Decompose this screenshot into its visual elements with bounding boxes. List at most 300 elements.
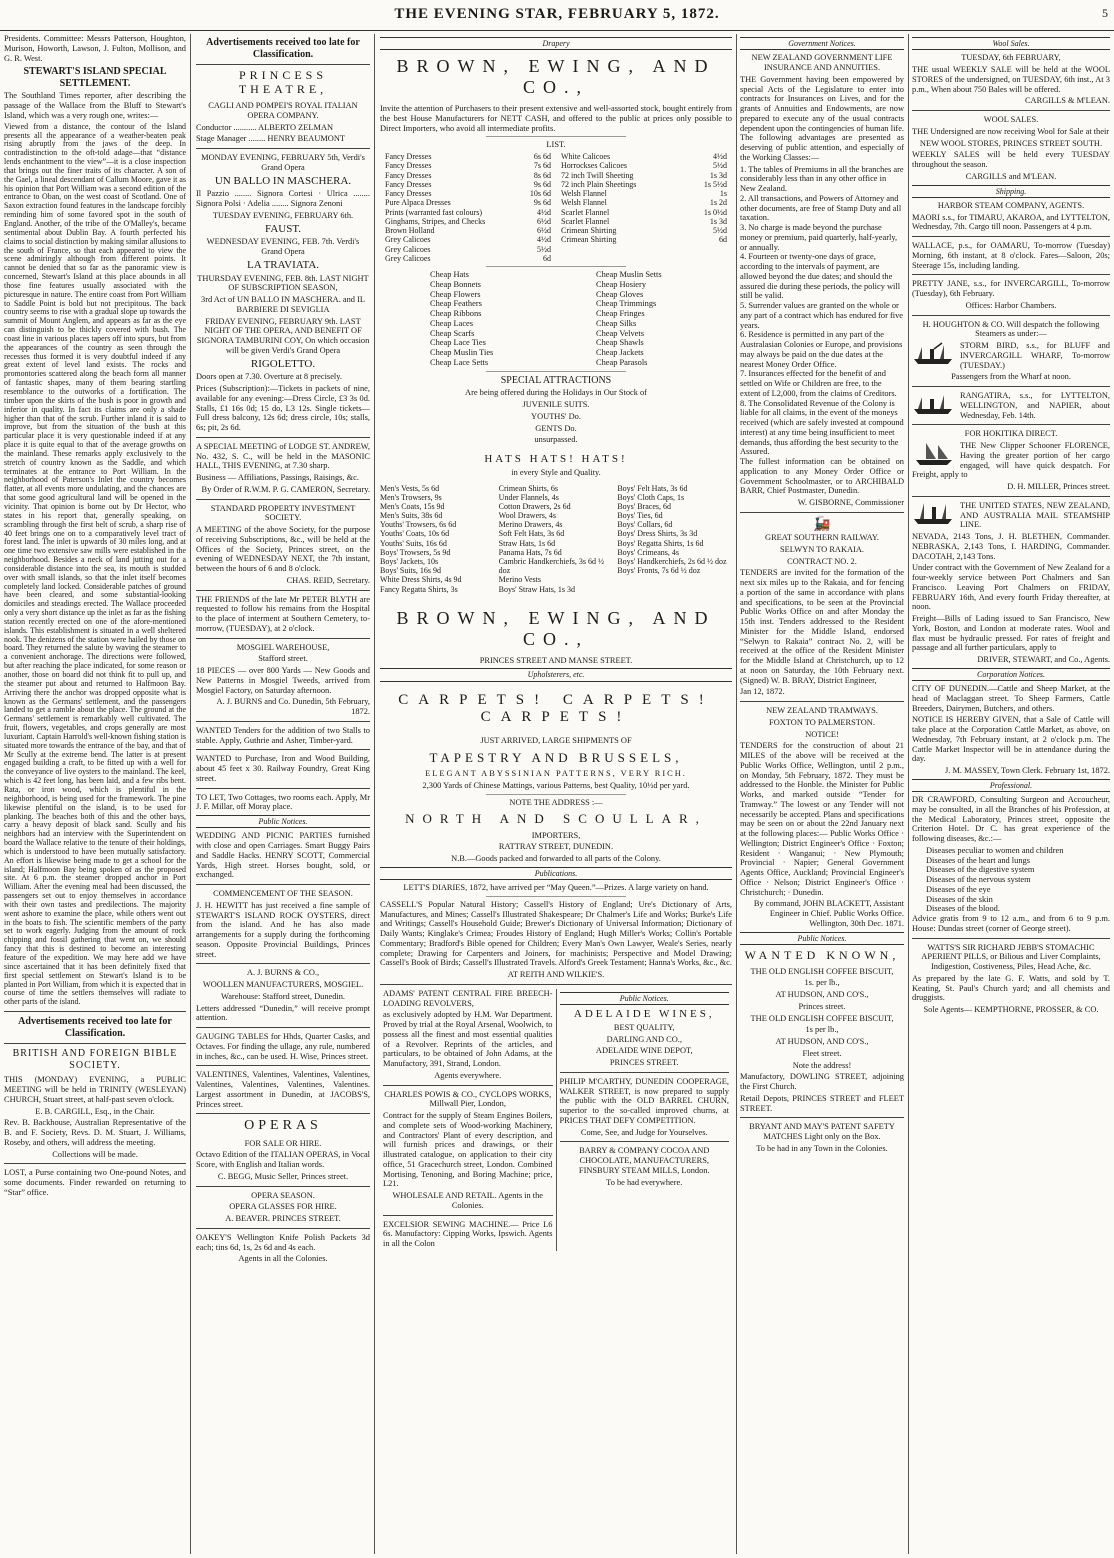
steamship-icon — [912, 391, 956, 417]
mosgiel-tweeds: 18 PIECES — over 800 Yards — New Goods and New Patterns in Mosgiel Tweeds, arrived from Mosgiel Factory, on Saturday afternoon. — [196, 666, 370, 695]
divider — [196, 437, 370, 438]
insurance-point: 3. No charge is made beyond the purchase money or premium, paid quarterly, half-yearly, or annually. — [740, 223, 898, 252]
powis-wholesale: WHOLESALE AND RETAIL. Agents in the Colonies. — [392, 1191, 544, 1210]
lower-split — [380, 989, 732, 1251]
standard-society-signature: CHAS. REID, Secretary. — [286, 575, 370, 585]
tramways-title: NEW ZEALAND TRAMWAYS. — [766, 706, 878, 715]
letts-diaries: LETT'S DIARIES, 1872, have arrived per “May Queen.”—Prizes. A large variety on hand. — [403, 883, 709, 893]
price-value: 4½d — [713, 152, 727, 162]
price-row — [559, 152, 729, 161]
operas-title: OPERAS — [244, 1118, 322, 1134]
price-row — [383, 235, 553, 244]
list-item: Cotton Drawers, 2s 6d — [498, 501, 571, 511]
north-scoullar: NORTH AND SCOULLAR, — [405, 811, 707, 827]
price-value: 9s 6d — [533, 198, 551, 208]
divider — [196, 788, 370, 789]
price-value: 6d — [543, 253, 551, 263]
price-value: 1s 3d — [709, 170, 727, 180]
price-value: 9s 6d — [533, 179, 551, 189]
divider — [740, 701, 904, 702]
cheap-goods — [380, 270, 732, 368]
divider — [486, 371, 627, 372]
divider — [383, 1215, 553, 1216]
special-attractions-text: Are being offered during the Holidays in Our Stock of — [465, 388, 647, 398]
gsr-title: GREAT SOUTHERN RAILWAY. — [765, 533, 879, 542]
nz-life-fullest: The fullest information can be obtained on application to any Money Order Office or Government Schoolmaster, or to ARCHIBALD BARR, Chief Postmaster, Dunedin. — [740, 457, 904, 496]
lodge-business: Business — Affiliations, Passings, Raisings, &c. — [196, 473, 359, 482]
standard-society-title: STANDARD PROPERTY INVESTMENT SOCIETY. — [210, 503, 356, 523]
lodge-meeting: A SPECIAL MEETING of LODGE ST. ANDREW, No. 432, S. C., will be held in the MASONIC HALL, THIS EVENING, at 7.30 sharp. — [196, 441, 370, 471]
list-item: Fancy Regatta Shirts, 3s — [380, 584, 458, 594]
valentines-advert: VALENTINES, Valentines, Valentines, Valentines, Valentines, Valentines, Valentines, Valentines. Largest assortment in Dunedin, at JACOBS'S, Princes street. — [196, 1070, 370, 1109]
price-row — [559, 189, 729, 198]
price-item: Pure Alpaca Dresses — [385, 198, 451, 208]
rangatira-sailing: RANGATIRA, s.s., for LYTTELTON, WELLINGTON, and NAPIER, about Wednesday, Feb. 14th. — [960, 391, 1110, 420]
section-header: Upholsterers, etc. — [380, 668, 732, 681]
wanted-known: WANTED KNOWN, — [744, 947, 900, 962]
list-item: Cheap Flowers — [430, 289, 481, 299]
price-value: 4½d — [537, 235, 551, 245]
mail-steamers: NEVADA, 2143 Tons, J. H. BLETHEN, Commander. NEBRASKA, 2,143 Tons, I. HARDING, Commander. DACOTAH, 2,143 Tons. — [912, 532, 1110, 561]
list-item: Diseases of the digestive system — [926, 865, 1035, 875]
section-header: Public Notices. — [740, 932, 904, 945]
list-item: Diseases of the nervous system — [926, 875, 1031, 885]
column-rule — [190, 34, 191, 1554]
abyssinian-patterns: ELEGANT ABYSSINIAN PATTERNS, VERY RICH. — [425, 769, 687, 779]
cargills-signature: CARGILLS & M'LEAN. — [1024, 96, 1110, 106]
divider — [196, 1228, 370, 1229]
unsurpassed: unsurpassed. — [534, 435, 578, 445]
nz-life-intro: THE Government having been empowered by special Acts of the Legislature to enter into contracts for Insurances on Lives, and for the grants of Annuities and Endowments, are now prepared to execute any of the usual contracts dependent upon the contingencies of human life. The following advantages are presented as deserving of public attention, and especially of the Working Classes:— — [740, 74, 904, 162]
lower-left — [380, 989, 557, 1251]
blackett-command: By command, JOHN BLACKETT, Assistant Engineer in Chief. Public Works Office. Wellington, 30th Dec. 1871. — [753, 899, 904, 928]
bible-speakers: Rev. B. Backhouse, Australian Representative of the B. and F. Society, Revs. D. M. Stuart, J. Williams, Roseby, and others, will address the meeting. — [4, 1118, 186, 1147]
list-item: Merino Drawers, 4s — [498, 520, 563, 530]
blyth-funeral-notice: THE FRIENDS of the late Mr PETER BLYTH are requested to follow his remains from the Hospital to the place of interment at Southern Cemetery, to-morrow, (TUESDAY), at 2 o'clock. — [196, 594, 370, 633]
adelaide-depot: ADELAIDE WINE DEPOT, — [595, 1046, 693, 1056]
rangatira-advert — [912, 391, 1110, 420]
mosgiel-warehouse-street: Stafford street. — [258, 654, 308, 664]
lower-right — [557, 989, 733, 1251]
list-item: Diseases peculiar to women and children — [926, 845, 1064, 855]
list-item: Cheap Hosiery — [596, 279, 647, 289]
crawford-notice: DR CRAWFORD, Consulting Surgeon and Accoucheur, may be consulted, in all the Branches of his Profession, at the Medical Laboratory, Princes street, opposite the Criterion Hotel. Dr C. has great experience of the following diseases, &c.:— — [912, 795, 1110, 844]
list-item: Boys' Jackets, 10s — [380, 557, 439, 567]
list-item: Boys' Braces, 6d — [617, 501, 671, 511]
divider — [380, 984, 732, 985]
best-quality: BEST QUALITY, — [613, 1022, 675, 1032]
divider — [912, 386, 1110, 387]
list-item: Cheap Muslin Ties — [430, 348, 494, 358]
importers: IMPORTERS, — [531, 830, 581, 840]
railway-date: Jan 12, 1872. — [740, 687, 785, 697]
wallace-sailing: WALLACE, p.s., for OAMARU, To-morrow (Tuesday) Morning, 6th instant, at 8 o'clock. Fares—Saloon, 20s; Steerage 15s, including landing. — [912, 241, 1110, 270]
late-adverts-title: Advertisements received too late for Classification. — [206, 37, 360, 60]
woollen-warehouse: Warehouse: Stafford street, Dunedin. — [220, 991, 346, 1001]
stewart-intro: The Southland Times reporter, after describing the passage of the Wallace from the Bluff to Stewart's Island, which was a very rough one, writes:— — [4, 91, 186, 120]
column-3 — [380, 34, 732, 1554]
list-item: Cheap Feathers — [430, 299, 482, 309]
hats-heading: HATS HATS! HATS! — [484, 453, 628, 466]
price-item: 72 inch Twill Sheeting — [561, 170, 634, 180]
theatre-title: PRINCESS THEATRE, — [238, 68, 328, 97]
section-header: Wool Sales. — [912, 37, 1110, 50]
price-item: Grey Calicoes — [385, 253, 431, 263]
divider — [196, 749, 370, 750]
price-value: 7s 6d — [533, 161, 551, 171]
brown-ewing-title-2: BROWN, EWING, AND CO., — [396, 607, 716, 649]
section-header: Public Notices. — [196, 815, 370, 828]
price-row — [383, 208, 553, 217]
operas-signature: C. BEGG, Music Seller, Princes street. — [217, 1171, 349, 1181]
list-item: Boys' Straw Hats, 1s 3d — [498, 584, 576, 594]
list-item: Boys' Dress Shirts, 3s 3d — [617, 529, 698, 539]
list-item: Boys' Felt Hats, 3s 6d — [617, 483, 688, 493]
list-item: Wool Drawers, 4s — [498, 511, 557, 521]
divider — [740, 1117, 904, 1118]
tram-tenders: TENDERS for the construction of about 21 MILES of the above will be received at the Public Works Office, Wellington, until 2 p.m., on Monday, 5th February, 1872. They must be addressed to the Honble. the Minister for Public Works, and marked outside “Tender for Tramway.” The lowest or any Tender will not necessarily be accepted. Plans and specifications may be seen on or about the 22nd January next at the following places:— Public Works Office · Wellington; District Engineer's Office · Foxton; Resident · Wanganui; · New Plymouth; Provincial · Napier; General Government Agents Office, Auckland; Provincial Engineer's Office · Nelson; District Engineer's Office · Christchurch; · Dunedin. — [740, 741, 904, 897]
brown-ewing-address: PRINCES STREET AND MANSE STREET. — [479, 655, 633, 665]
insurance-point: 6. Residence is permitted in any part of the Australasian Colonies or Europe, and provisions may always be paid on the due dates at the nearest Money Order Office. — [740, 330, 903, 369]
divider — [196, 499, 370, 500]
cassell-books: CASSELL'S Popular Natural History; Cassell's History of England; Ure's Dictionary of Arts, Manufactures, and Mines; Cassell's Illustrated Shakespeare; Dr Chalmer's Life and Works; Burke's Life and Writings; Cassell's Household Guide; Brewer's Dictionary of Universal Information; Dictionary of Daily Wants; Kinglake's Crimea; Froudes History of England; Hugh Miller's Works; Collin's Portable Commentary; Bradford's Bible opened for Children; Every Man's Own Lawyer, Weale's Series, nearly complete; Drawing for Carpenters and Joiners, for machinists; Perspective and Model Drawing; Cassell's Book of Birds; Cassell's Illustrated Travels. Alford's Greek Testament; Hanna's Works, &c., &c. — [380, 899, 732, 968]
harbor-steam: HARBOR STEAM COMPANY, AGENTS. — [937, 200, 1085, 210]
price-value: 1s — [719, 189, 727, 199]
price-value: 1s 5½d — [703, 179, 727, 189]
price-item: Ginghams, Stripes, and Checks — [385, 216, 486, 226]
foxton-palmerston: FOXTON TO PALMERSTON. — [769, 717, 875, 727]
insurance-point: 5. Surrender values are granted on the whole or any part of a contract which has endured for five years. — [740, 301, 904, 330]
price-item: Welsh Flannel — [561, 189, 607, 199]
column-rule — [736, 34, 737, 1554]
list-item: Cheap Lace Ties — [430, 338, 486, 348]
list-item: Boys' Cloth Caps, 1s — [617, 492, 685, 502]
gauging-tables: GAUGING TABLES for Hhds, Quarter Casks, and Octaves. For finding the ullage, any rule, numbered in inches, &c., can be used. H. Wise, Princes street. — [196, 1032, 370, 1061]
price-value: 6s 6d — [533, 152, 551, 162]
weekly-sale: THE usual WEEKLY SALE will be held at the WOOL STORES of the undersigned, on TUESDAY, 6th inst., At 3 p.m., When about 750 Bales will be offered. — [912, 65, 1110, 94]
opera-glasses: OPERA GLASSES FOR HIRE. — [229, 1202, 337, 1212]
sailing-ship-icon — [912, 441, 956, 467]
column-4 — [740, 34, 904, 1554]
divider — [486, 136, 627, 137]
list-item: Youths' Suits, 16s 6d — [380, 538, 447, 548]
thursday-programme: THURSDAY EVENING, FEB. 8th. LAST NIGHT OF SUBSCRIPTION SEASON, — [197, 273, 369, 293]
retail-depots: Retail Depots, PRINCES STREET and FLEET STREET. — [740, 1093, 904, 1113]
price-row — [383, 226, 553, 235]
list-item: White Dress Shirts, 4s 9d — [380, 575, 462, 585]
price-value: 8s 6d — [533, 170, 551, 180]
price-item: Fancy Dresses — [385, 179, 432, 189]
wool-tuesday: TUESDAY, 6th FEBRUARY, — [961, 53, 1061, 63]
lost-purse-notice: LOST, a Purse containing two One-pound Notes, and some documents. Finder rewarded on returning to “Star” office. — [4, 1168, 186, 1197]
juvenile-suits: JUVENILE SUITS. — [522, 400, 590, 410]
storm-bird-advert — [912, 341, 1110, 370]
powis-title: CHARLES POWIS & CO., CYCLOPS WORKS, Millwall Pier, London, — [384, 1089, 552, 1109]
list-item: Men's Trowsers, 9s — [380, 492, 442, 502]
price-item: Brown Holland — [385, 226, 435, 236]
price-list — [380, 152, 732, 263]
season-title: COMMENCEMENT OF THE SEASON. — [213, 889, 353, 899]
tuesday-programme: TUESDAY EVENING, FEBRUARY 6th. — [212, 210, 354, 220]
bible-collections: Collections will be made. — [52, 1149, 138, 1159]
mail-steamship-icon — [912, 501, 956, 527]
list-item: Cheap Hats — [430, 270, 469, 280]
cattle-sale-notice: NOTICE IS HEREBY GIVEN, that a Sale of Cattle will take place at the Corporation Cattle Market, as above, on Wednesday, 7th February instant, at 2 o'clock p.m. The Cattle Market Inspector will be in attendance during the day. — [912, 715, 1110, 764]
price-value: 10s 6d — [529, 189, 551, 199]
list-item: Cheap Silks — [596, 318, 637, 328]
undersigned-receiving: THE Undersigned are now receiving Wool for Sale at their — [912, 126, 1110, 136]
carpets-heading: CARPETS! CARPETS! CARPETS! — [398, 691, 714, 725]
hudson-co: AT HUDSON, AND CO'S., — [775, 990, 869, 1000]
powis-text: Contract for the supply of Steam Engines Boilers, and complete sets of Wood-working Machinery, and Contractors' Plant of every description, and will furnish prices and drawings, or their illustrated catalogue, on application to their city office, 51 Gracechurch street, London. Combined Mortising, Tenoning, and Boring Machine; price, L21. — [383, 1111, 553, 1189]
contract-no: CONTRACT NO. 2. — [787, 556, 857, 566]
list-item: Boys' Ties, 6d — [617, 511, 663, 521]
divider — [912, 496, 1110, 497]
price-row — [559, 235, 729, 244]
price-item: Prints (warranted fast colours) — [385, 207, 483, 217]
florence-advert — [912, 441, 1110, 480]
clothing-list — [380, 484, 732, 594]
clothing-list-c — [617, 484, 732, 594]
just-arrived: JUST ARRIVED, LARGE SHIPMENTS OF — [480, 736, 632, 746]
price-item: Horrockses Calicoes — [561, 161, 627, 171]
faust-title: FAUST. — [265, 222, 301, 235]
masthead-title: THE EVENING STAR, FEBRUARY 5, 1872. — [394, 6, 720, 22]
ballo-title: UN BALLO IN MASCHERA. — [214, 174, 352, 187]
column-1 — [4, 34, 186, 1554]
list-item: Diseases of the skin — [926, 894, 993, 904]
goods-forwarded: N.B.—Goods packed and forwarded to all parts of the Colony. — [451, 854, 661, 863]
massey-signature: J. M. MASSEY, Town Clerk. February 1st, 1872. — [945, 766, 1110, 776]
come-see-judge: Come, See, and Judge for Yourselves. — [580, 1127, 708, 1137]
price-row — [383, 245, 553, 254]
divider — [196, 884, 370, 885]
advice-hours: Advice gratis from 9 to 12 a.m., and from 6 to 9 p.m. House: Dundas street (corner of George street). — [912, 914, 1110, 933]
price-value: 5½d — [713, 161, 727, 171]
list-item: Boys' Fronts, 7s 6d ½ doz — [617, 566, 701, 576]
wool-sales-title: WOOL SALES. — [983, 115, 1039, 125]
mail-freight: Freight—Bills of Lading issued to San Francisco, New York, Boston, and London at moderate rates. Wool and flax must be hydraulic pressed. For rates of freight and passage and all further particulars, apply to — [912, 614, 1110, 653]
list-item: Boys' Trowsers, 5s 9d — [380, 547, 451, 557]
price-list-left — [383, 152, 553, 263]
list-item: Cheap Laces — [430, 318, 474, 328]
price-per-lb: 1s. per lb., — [804, 978, 840, 988]
cargills-signature-2: CARGILLS and M'LEAN. — [965, 171, 1057, 181]
divider — [912, 315, 1110, 316]
column-rule — [374, 34, 375, 1554]
maori-sailing: MAORI s.s., for TIMARU, AKAROA, and LYTTELTON, Wednesday, 7th. Cargo till noon. Passengers at 4 p.m. — [912, 212, 1110, 232]
list-item: Under Flannels, 4s — [498, 492, 559, 502]
price-value: 1s 2d — [709, 198, 727, 208]
opera-season: OPERA SEASON. — [251, 1190, 315, 1200]
coffee-biscuit: THE OLD ENGLISH COFFEE BISCUIT, — [750, 966, 894, 976]
theatre-conductor: Conductor ........... ALBERTO ZELMAN — [196, 122, 334, 132]
divider — [486, 896, 627, 897]
divider — [196, 590, 370, 591]
standard-society-text: A MEETING of the above Society, for the purpose of receiving Subscriptions, &c., will be held at the Offices of the Society, Princes street, on the evening of WEDNESDAY NEXT, the 7th instant, between the hours of 6 and 8 o'clock. — [196, 525, 370, 573]
stall-tenders: WANTED Tenders for the addition of two Stalls to stable. Apply, Guthrie and Asher, Timber-yard. — [196, 725, 370, 745]
price-row — [559, 217, 729, 226]
divider — [196, 64, 370, 65]
reith-wilkie: AT REITH AND WILKIE'S. — [507, 970, 605, 980]
insurance-point: 2. All transactions, and Powers of Attorney and other documents, are free of Stamp Duty and all taxation. — [740, 193, 902, 223]
section-header: Shipping. — [912, 185, 1110, 198]
price-list-right — [559, 152, 729, 245]
divider — [740, 512, 904, 513]
adams-revolvers-title: ADAMS' PATENT CENTRAL FIRE BREECH-LOADING REVOLVERS, — [383, 988, 553, 1008]
price-value: 1s 3d — [709, 216, 727, 226]
oakey-agents: Agents in all the Colonies. — [238, 1254, 328, 1264]
list-item: Cheap Velvets — [596, 328, 644, 338]
divider — [486, 266, 627, 267]
mosgiel-signature: A. J. BURNS and Co. Dunedin, 5th February, 1872. — [216, 697, 370, 716]
clothing-list-b — [499, 484, 614, 594]
price-item: Grey Calicoes — [385, 235, 431, 245]
divider — [4, 1011, 186, 1012]
price-item: Scarlet Flannel — [561, 216, 610, 226]
burns-company: A. J. BURNS & CO., — [246, 968, 320, 978]
steamship-icon — [912, 341, 956, 367]
masthead-corner-mark: 5 — [1102, 6, 1108, 20]
mosgiel-warehouse-title: MOSGIEL WAREHOUSE, — [236, 642, 330, 652]
list-item: Men's Coats, 15s 9d — [380, 501, 445, 511]
price-item: Fancy Dresses — [385, 161, 432, 171]
price-row — [383, 217, 553, 226]
price-value: 1s 0½d — [703, 207, 727, 217]
bryant-may-availability: To be had in any Town in the Colonies. — [756, 1143, 888, 1153]
masthead — [0, 0, 1114, 31]
tapestry-brussels: TAPESTRY AND BRUSSELS, — [429, 750, 683, 766]
stewart-article: Viewed from a distance, the contour of the Island presents all the appearance of a weather-beaten peak rising abruptly from the jaws of the deep. In contradistinction to the oft-told adage—that “distance lends enchantment to the view”—it is a close inspection that brings out the finer traits of its character. A son of the Gael, a lineal descendant of Callum Moore, gave it as his opinion that Port William was a second edition of the entrance to Oban, on the west coast of Scotland. One of Saxon extraction found features in the landscape forcibly reminding him of some favored spot in the south of England. Another, of the tribe of the O'Malley's, became sentimental about Dublin Bay. A fourth perfected his claims to social distinction by making similar allusions to the south of France, so that each appeared to view the scene admiringly although from different points. It cannot be denied that so far as the panoramic view is concerned, Stewart's Island at this place abounds in all those fine features usually associated with the picturesque in nature. The entire coast from Port William to Saddle Point is bold but not precipitous. The back country seems to rise with a gradual slope up towards the summit of Mount Anglem, and appears as far as the eye can distinguish to be thickly covered with bush. The coast line in various places tapers off into spurs, but from the appearances of the country as seen through the recesses thus formed it is very doubtful indeed if any great extent of level land exists. The rocks and promontories scattered along the beach form all manner of fantastic shapes, many of them bearing startling resemblance to the outworks of a fortification. The timber upon the skirts of the bush is poor in growth and inferior in quality. In fact its claims are only a shade higher than that of the scrub. Further inland it is said to improve, but from the situation of the bush at this particular place it is very questionable indeed if at any place it is quite equal to that of the average growths on the mainland. These remarks apply exclusively to the stretch of country known as the Saddle, and which terminates at the entrance to Port William. In the neighborhood of Paterson's Inlet the country becomes flatter, at all events more undulating, and the chances are that some good agricultural land will be opened in the vicinity. That opinion is borne out by Dr Hector, who states in his report that, generally speaking, on scrambling through the first belt of scrub, a sharp rise of 40 feet brings one on to a comparatively level tract of forest land. The inlet is upwards of 30 miles long, and at one time two extensive saw mills were established in the neighborhood. Besides a neck of land jutting out for a considerable distance into the sea, its mouth is studded over with small islands, so that the inlet itself becomes completely land locked. Considerable patches of ground have been cleared, and some substantial-looking domiciles and steadings erected. The Wallace proceeded only a very short distance up the inlet as far as the fishing station recently erected on one of the afore-mentioned islands. This establishment is situated in a well sheltered nook. The denizens of the station were hailed by those on board. They returned the salute by waving the steamer to a convenient anchorage. The directions were followed, but after reaching the place indicated, for some reason or another, those on board did not think fit to pull up, and the steamer put about and returned to Halfmoon Bay. Arriving there the anchor was dropped opposite what is known as the Germans' settlement, and the passengers landed to get a ramble about the place. The ground at the Germans' settlement is remarkably well cultivated. The fruit, flowers, vegetables, and crops generally are most luxuriant. Captain Harrold's well-known fishing station is situated more towards the entrance of the bay, and that of Mr Scully at the extreme bend. The latter is at present engaged building a craft, to be fitted up with a well for the conveyance of live oysters to the mainland. The keel, which is 42 feet long, has been laid, and a few ribs bent. Rata, or iron wood, which is plentiful in the neighborhood, is being used for the framework. The pine likewise plentiful on the island, is to be used for planking. The beaches both of this and the other bays, carry a heavy deposit of black sand. Scully and his neighbors had an interview with the Superintendent on board the Wallace relative to the tenure of their holdings, which is understood to have been mutually satisfactory. An effort is likewise being made to get a school for the island; Halfmoon Bay being spoken of as the proposed site. At 6 p.m. the steamer dropped anchor in Port William. After the evening meal had been discussed, the passengers set out to enjoy themselves in accordance with their own tastes and predilections. The majority went ashore to examine the place, while others went out in the boats to fish. The scientific members of the party set to work eagerly. Judging from the amount of rock chipping and fossil gathering that went on, we should fancy that this is destined to become an interesting feature of the expedition. We may here add we have since ascertained that it has been definitely fixed that first special settlement on Stewart's Island is to be planted in Port William, from which it is expected that in course of time the settlers themselves will radiate to other parts of the island. — [4, 121, 186, 1007]
fleet-street: Fleet street. — [802, 1048, 842, 1058]
bryant-may-matches: BRYANT AND MAY'S PATENT SAFETY MATCHES Light only on the Box. — [749, 1122, 895, 1142]
tram-notice: NOTICE! — [805, 729, 839, 739]
price-row — [383, 161, 553, 170]
divider — [196, 1065, 370, 1066]
list-item: Cheap Scarfs — [430, 328, 475, 338]
diseases-list — [912, 846, 1110, 914]
operas-subtitle: FOR SALE OR HIRE. — [244, 1138, 322, 1148]
insurance-points — [740, 165, 904, 458]
price-row — [559, 198, 729, 207]
price-row — [559, 226, 729, 235]
brown-ewing-title: BROWN, EWING, AND CO., — [396, 56, 716, 98]
divider — [4, 1043, 186, 1044]
price-item: Welsh Flannel — [561, 198, 607, 208]
list-item: Diseases of the heart and lungs — [926, 855, 1030, 865]
thursday-operas: 3rd Act of UN BALLO IN MASCHERA. and IL BARBIERE DI SEVIGLIA — [201, 295, 365, 314]
price-row — [559, 180, 729, 189]
stewart-island-title: STEWART'S ISLAND SPECIAL SETTLEMENT. — [23, 66, 167, 89]
price-item: Fancy Dresses — [385, 170, 432, 180]
divider — [912, 938, 1110, 939]
houghton-steamers: H. HOUGHTON & CO. Will despatch the following Steamers as under:— — [922, 319, 1100, 339]
operas-text: Octavo Edition of the ITALIAN OPERAS, in Vocal Score, with English and Italian words. — [196, 1150, 370, 1169]
price-row — [383, 198, 553, 207]
insurance-point: 4. Fourteen or twenty-one days of grace, according to the intervals of payment, are allowed beyond the due dates; and should the assured die during these periods, the policy will still be valid. — [740, 252, 901, 301]
barry-cocoa: BARRY & COMPANY COCOA AND CHOCOLATE, MANUFACTURERS, FINSBURY STEAM MILLS, London. — [578, 1146, 710, 1175]
ticket-prices: Prices (Subscription):—Tickets in packets of nine, available for any evening:—Dress Circle, £3 3s 0d. Stalls, £1 16s 0d; 15 do, L3 12s. Single tickets—Full dress balcony, 12s 6d; dress circle, 10s; stalls, 6s; pit, 2s 6d. — [196, 384, 370, 432]
list-item: Cheap Trimmings — [596, 299, 657, 309]
divider — [912, 110, 1110, 111]
rigoletto-title: RIGOLETTO. — [250, 357, 316, 370]
list-item: Diseases of the eye — [926, 884, 991, 894]
divider — [196, 721, 370, 722]
price-value: 6½d — [537, 226, 551, 236]
price-value: 6d — [719, 235, 727, 245]
princes-street: PRINCES STREET. — [609, 1058, 679, 1068]
price-item: Fancy Dresses — [385, 189, 432, 199]
chinese-matting: 2,300 Yards of Chinese Mattings, various Patterns, best Quality, 10½d per yard. — [422, 780, 690, 790]
divider — [560, 1141, 730, 1142]
price-item: Fancy Dresses — [385, 152, 432, 162]
list-item: Soft Felt Hats, 3s 6d — [498, 529, 565, 539]
oysters-notice: J. H. HEWITT has just received a fine sample of STEWART'S ISLAND ROCK OYSTERS, direct from the island. And he has also made arrangements for a supply during the forthcoming season. Opposite Provincial Buildings, Princes street. — [196, 900, 370, 959]
price-list-title: LIST. — [546, 140, 566, 150]
adams-revolvers-text: as exclusively adopted by H.M. War Department. Proved by trial at the Royal Arsenal, Woolwich, to possess all the finest and most essential qualities of a Revolver. Reprints of the articles, and particulars, to be obtained of John Adams, at the Manufactory, 391, Strand, London. — [383, 1010, 553, 1069]
price-per-lb-2: 1s per lb., — [805, 1025, 839, 1035]
hudson-co-2: AT HUDSON, AND CO'S., — [775, 1037, 869, 1047]
woollen-letters: Letters addressed “Dunedin,” will receive prompt attention. — [196, 1003, 370, 1023]
friday-programme: FRIDAY EVENING, FEBRUARY 9th. LAST NIGHT OF THE OPERA, AND BENEFIT OF SIGNORA TAMBURINI COY, On which occasion will be given Verdi's Grand Opera — [196, 316, 370, 355]
divider — [196, 963, 370, 964]
list-item: Cheap Fringes — [596, 309, 645, 319]
insurance-point: 8. The Consolidated Revenue of the Colony is liable for all claims, in the event of the moneys received (which are safely invested at compound interest) at any time being insufficient to meet demands, thus affording the best security to the Assured. — [740, 398, 904, 457]
list-item: Boys' Handkerchiefs, 2s 6d ½ doz — [617, 557, 727, 567]
list-item: Boys' Suits, 16s 9d — [380, 566, 442, 576]
nz-life-title: NEW ZEALAND GOVERNMENT LIFE INSURANCE AND ANNUITIES. — [751, 53, 893, 73]
insurance-point: 7. Insurances effected for the benefit of and settled on Wife or Children are free, to the extent of L2,000, from the claims of Creditors. — [740, 369, 897, 398]
wedding-carriages: WEDDING AND PICNIC PARTIES furnished with close and open Carriages. Smart Buggy Pairs and Saddle Hacks. HENRY SCOTT, Commercial Yards, High street. Horses bought, sold, or exchanged. — [196, 831, 370, 880]
pretty-jane-sailing: PRETTY JANE, s.s., for INVERCARGILL, To-morrow (Tuesday), 6th February. — [912, 279, 1110, 299]
list-item: Boys' Collars, 6d — [617, 520, 673, 530]
adams-agents: Agents everywhere. — [434, 1070, 502, 1080]
insurance-point: 1. The tables of Premiums in all the branches are considerably less than in any other office in New Zealand. — [740, 164, 904, 194]
price-value: 5½d — [713, 226, 727, 236]
section-header: Professional. — [912, 779, 1110, 792]
oakey-knife-polish: OAKEY'S Wellington Knife Polish Packets 3d each; tins 6d, 1s, 2s 6d and 4s each. — [196, 1232, 370, 1252]
price-row — [383, 254, 553, 263]
list-item: Boys' Crimeans, 4s — [617, 547, 680, 557]
bible-chair: E. B. CARGILL, Esq., in the Chair. — [35, 1106, 155, 1116]
traviata-title: LA TRAVIATA. — [246, 258, 320, 271]
bible-meeting-text: THIS (MONDAY) EVENING, a PUBLIC MEETING will be held in TRINITY (WESLEYAN) CHURCH, Stuart street, at half-past seven o'clock. — [4, 1075, 186, 1104]
brown-ewing-intro: Invite the attention of Purchasers to their present extensive and well-assorted stock, bought entirely from the best House Manufacturers for NETT CASH, and offered to the public at prices only possible to Direct Importers, who avoid all intermediate profits. — [380, 104, 732, 133]
bible-society-title: BRITISH AND FOREIGN BIBLE SOCIETY. — [12, 1048, 178, 1071]
section-header: Corporation Notices. — [912, 668, 1110, 681]
cheap-goods-left — [380, 270, 566, 368]
price-item: Scarlet Flannel — [561, 207, 610, 217]
wharf-passengers: Passengers from the Wharf at noon. — [951, 372, 1071, 382]
price-item: Crimean Shirting — [561, 226, 617, 236]
list-item: Cheap Jackets — [596, 348, 644, 358]
column-5 — [912, 34, 1110, 1554]
mail-contract: Under contract with the Government of New Zealand for a four-weekly service between Port Chalmers and San Francisco. Leaving Port Chalmers on FRIDAY, FEBRUARY 16th, And every fourth Friday thereafter, at noon. — [912, 563, 1110, 612]
price-row — [559, 171, 729, 180]
miller-signature: D. H. MILLER, Princes street. — [1007, 482, 1110, 492]
selwyn-rakaia: SELWYN TO RAKAIA. — [780, 544, 864, 554]
price-row — [383, 180, 553, 189]
price-item: Grey Calicoes — [385, 244, 431, 254]
list-item: Crimean Shirts, 6s — [498, 483, 559, 493]
section-header: Public Notices. — [560, 992, 730, 1005]
divider — [486, 794, 627, 795]
princes-street: Princes street. — [798, 1001, 846, 1011]
lodge-order: By Order of R.W.M. P. G. CAMERON, Secretary. — [201, 484, 370, 494]
note-the-address: Note the address! — [792, 1060, 852, 1070]
jebb-prepared: As prepared by the late G. F. Watts, and sold by T. Keating, St. Paul's Church yard; and all chemists and druggists. — [912, 973, 1110, 1003]
gents-suits: GENTS Do. — [535, 423, 577, 433]
